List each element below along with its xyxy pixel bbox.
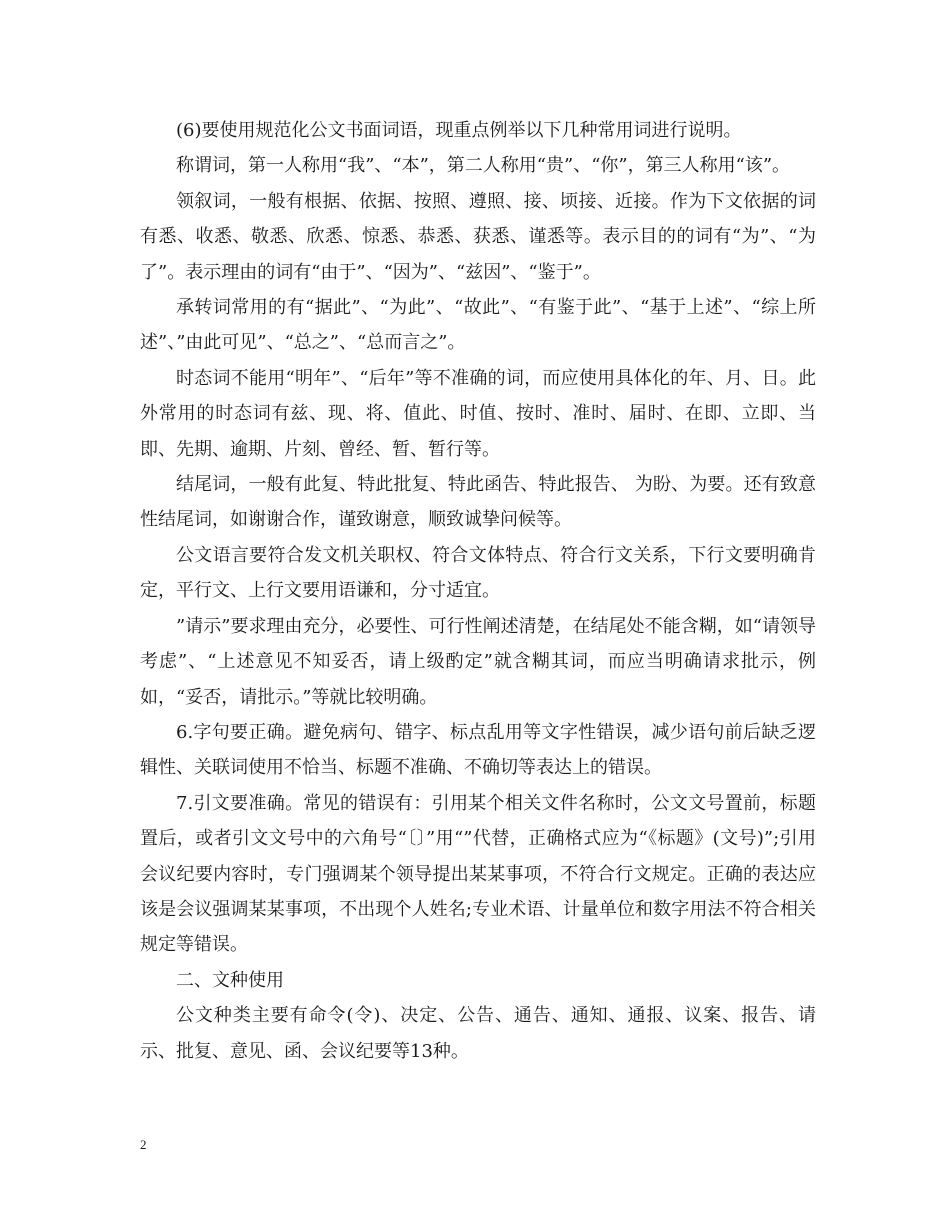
paragraph-tense-terms: 时态词不能用“明年”、“后年”等不准确的词，而应使用具体化的年、月、日。此外常用的时态词有兹、现、将、值此、时值、按时、准时、届时、在即、立即、当即、先期、逾期、片刻、曾经、暂、暂行等。 [140,367,816,460]
paragraph-request-clarity: ”请示”要求理由充分，必要性、可行性阐述清楚，在结尾处不能含糊，如“请领导考虑”、“上述意见不知妥否，请上级酌定”就含糊其词，而应当明确请求批示，例如，“妥否，请批示。”等就比较明确。 [140,615,816,708]
paragraph-closing-terms: 结尾词，一般有此复、特此批复、特此函告、特此报告、 为盼、为要。还有致意性结尾词，如谢谢合作，谨致谢意，顺致诚挚问候等。 [140,474,816,531]
paragraph-usage-intro: (6)要使用规范化公文书面词语，现重点例举以下几种常用词进行说明。 [176,120,742,141]
paragraph-document-types: 公文种类主要有命令(令)、决定、公告、通告、通知、通报、议案、报告、请示、批复、意见、函、会议纪要等13种。 [140,1005,816,1062]
paragraph-address-terms: 称谓词，第一人称用“我”、“本”，第二人称用“贵”、“你”，第三人称用“该”。 [176,155,791,177]
section-heading-document-types: 二、文种使用 [176,969,284,991]
paragraph-lead-terms: 领叙词，一般有根据、依据、按照、遵照、接、顷接、近接。作为下文依据的词有悉、收悉、敬悉、欣悉、惊悉、恭悉、获悉、谨悉等。表示目的的词有“为”、“为了”。表示理由的词有“由于”、“因为”、“兹因”、“鉴于”。 [140,190,816,283]
page-number: 2 [140,1137,147,1152]
paragraph-sentence-accuracy: 6.字句要正确。避免病句、错字、标点乱用等文字性错误，减少语句前后缺乏逻辑性、关联词使用不恰当、标题不准确、不确切等表达上的错误。 [140,721,816,779]
document-body [140,113,816,1069]
paragraph-transition-terms: 承转词常用的有“据此”、“为此”、“故此”、“有鉴于此”、“基于上述”、“综上所述”、”由此可见”、“总之”、“总而言之”。 [140,297,816,354]
paragraph-language-tone: 公文语言要符合发文机关职权、符合文体特点、符合行文关系，下行文要明确肯定，平行文、上行文要用语谦和，分寸适宜。 [140,544,816,602]
paragraph-citation-accuracy: 7.引文要准确。常见的错误有：引用某个相关文件名称时，公文文号置前，标题置后，或者引文文号中的六角号“〔〕”用“”代替，正确格式应为“《标题》(文号)”;引用会议纪要内容时，专门强调某个领导提出某某事项，不符合行文规定。正确的表达应该是会议强调某某事项，不出现个人姓名;专业术语、计量单位和数字用法不符合相关规定等错误。 [140,792,816,956]
